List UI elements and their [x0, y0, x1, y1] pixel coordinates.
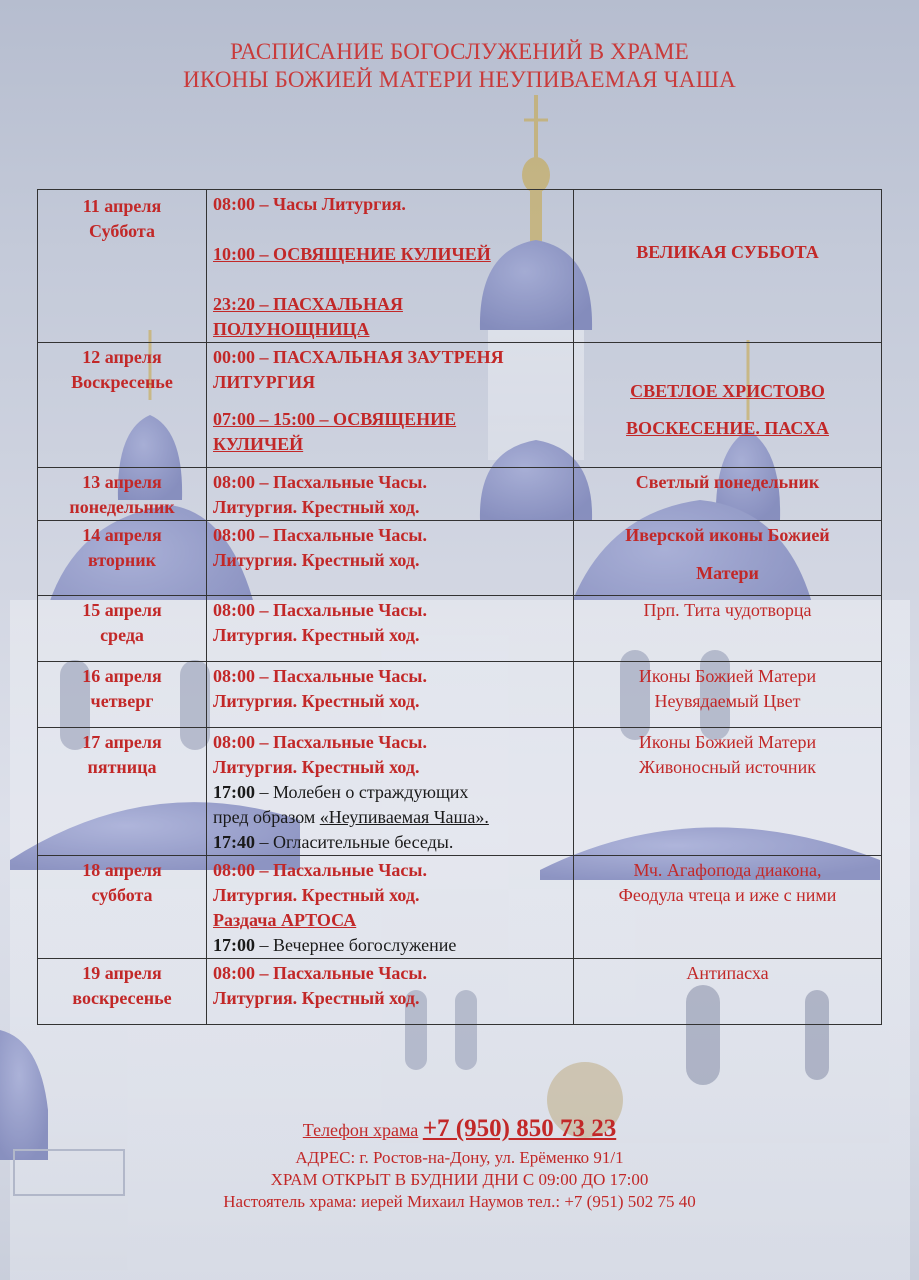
title-line-2: ИКОНЫ БОЖИЕЙ МАТЕРИ НЕУПИВАЕМАЯ ЧАША — [183, 67, 736, 92]
date-cell — [38, 728, 207, 856]
table-row — [38, 856, 882, 959]
feast-label: Светлый понедельник — [635, 472, 820, 492]
services-cell — [207, 959, 574, 1025]
services-cell — [207, 728, 574, 856]
service-line: ПОЛУНОЩНИЦА — [213, 319, 370, 339]
service-line: пред образом «Неупиваемая Чаша». — [213, 807, 489, 827]
service-line: 10:00 – ОСВЯЩЕНИЕ КУЛИЧЕЙ — [213, 244, 491, 264]
date-label: 15 апреля — [82, 600, 162, 620]
feast-cell — [574, 190, 882, 343]
feast-label: Мч. Агафопода диакона, — [633, 860, 822, 880]
service-line: Раздача АРТОСА — [213, 910, 357, 930]
weekday-label: среда — [100, 625, 144, 645]
service-line: 17:00 – Вечернее богослужение — [213, 935, 457, 955]
service-line: Литургия. Крестный ход. — [213, 988, 420, 1008]
address-line: АДРЕС: г. Ростов-на-Дону, ул. Ерёменко 91/1 — [295, 1148, 624, 1167]
rector-line: Настоятель храма: иерей Михаил Наумов тел.: +7 (951) 502 75 40 — [223, 1192, 696, 1211]
weekday-label: пятница — [87, 757, 157, 777]
feast-label: Иконы Божией Матери — [638, 732, 817, 752]
service-line: 23:20 – ПАСХАЛЬНАЯ — [213, 294, 403, 314]
service-line: Литургия. Крестный ход. — [213, 691, 420, 711]
services-cell — [207, 521, 574, 596]
date-cell — [38, 596, 207, 662]
feast-label: ВОСКЕСЕНИЕ. ПАСХА — [626, 418, 829, 438]
feast-label: СВЕТЛОЕ ХРИСТОВО — [630, 381, 825, 401]
icon-name-link: «Неупиваемая Чаша». — [319, 807, 489, 827]
services-cell — [207, 468, 574, 521]
feast-label: Иконы Божией Матери — [638, 666, 817, 686]
weekday-label: четверг — [90, 691, 154, 711]
feast-cell — [574, 468, 882, 521]
service-line: 08:00 – Пасхальные Часы. — [213, 600, 427, 620]
table-row — [38, 662, 882, 728]
services-cell — [207, 343, 574, 468]
services-cell — [207, 596, 574, 662]
table-row — [38, 596, 882, 662]
date-cell — [38, 959, 207, 1025]
weekday-label: суббота — [91, 885, 153, 905]
date-label: 12 апреля — [82, 347, 162, 367]
service-line: 08:00 – Часы Литургия. — [213, 194, 406, 214]
opening-hours-line: ХРАМ ОТКРЫТ В БУДНИИ ДНИ С 09:00 ДО 17:00 — [270, 1170, 649, 1189]
feast-label: ВЕЛИКАЯ СУББОТА — [636, 242, 819, 262]
service-line: Литургия. Крестный ход. — [213, 497, 420, 517]
services-cell — [207, 856, 574, 959]
weekday-label: воскресенье — [72, 988, 172, 1008]
feast-cell — [574, 959, 882, 1025]
table-row — [38, 190, 882, 343]
date-label: 17 апреля — [82, 732, 162, 752]
feast-label: Живоносный источник — [639, 757, 816, 777]
date-cell — [38, 662, 207, 728]
date-cell — [38, 856, 207, 959]
feast-label: Матери — [696, 563, 759, 583]
weekday-label: понедельник — [69, 497, 175, 517]
feast-label: Феодула чтеца и иже с ними — [618, 885, 837, 905]
services-cell — [207, 662, 574, 728]
feast-label: Прп. Тита чудотворца — [643, 600, 812, 620]
date-label: 14 апреля — [82, 525, 162, 545]
service-line: Литургия. Крестный ход. — [213, 885, 420, 905]
service-line: 08:00 – Пасхальные Часы. — [213, 860, 427, 880]
weekday-label: Воскресенье — [71, 372, 173, 392]
service-line: Литургия. Крестный ход. — [213, 550, 420, 570]
date-label: 13 апреля — [82, 472, 162, 492]
date-label: 18 апреля — [82, 860, 162, 880]
date-cell — [38, 190, 207, 343]
feast-label: Неувядаемый Цвет — [654, 691, 801, 711]
service-line: 00:00 – ПАСХАЛЬНАЯ ЗАУТРЕНЯ — [213, 347, 504, 367]
feast-cell — [574, 596, 882, 662]
service-line: 08:00 – Пасхальные Часы. — [213, 666, 427, 686]
service-line: Литургия. Крестный ход. — [213, 625, 420, 645]
table-row — [38, 468, 882, 521]
date-cell — [38, 468, 207, 521]
feast-cell — [574, 662, 882, 728]
service-line: 08:00 – Пасхальные Часы. — [213, 472, 427, 492]
feast-cell — [574, 856, 882, 959]
table-row — [38, 959, 882, 1025]
table-row — [38, 521, 882, 596]
feast-cell — [574, 343, 882, 468]
feast-cell — [574, 728, 882, 856]
page-title — [0, 38, 919, 94]
service-line: 17:00 – Молебен о страждующих — [213, 782, 469, 802]
phone-number[interactable]: +7 (950) 850 73 23 — [422, 1115, 617, 1142]
schedule-table — [37, 189, 882, 1025]
service-line: КУЛИЧЕЙ — [213, 434, 304, 454]
feast-cell — [574, 521, 882, 596]
title-line-1: РАСПИСАНИЕ БОГОСЛУЖЕНИЙ В ХРАМЕ — [230, 39, 689, 64]
date-cell — [38, 521, 207, 596]
service-line: Литургия. Крестный ход. — [213, 757, 420, 777]
service-line: 17:40 – Огласительные беседы. — [213, 832, 454, 852]
phone-line — [0, 1112, 919, 1147]
table-row — [38, 728, 882, 856]
feast-label: Иверской иконы Божией — [625, 525, 830, 545]
date-label: 16 апреля — [82, 666, 162, 686]
date-cell — [38, 343, 207, 468]
weekday-label: Суббота — [89, 221, 155, 241]
service-line: 08:00 – Пасхальные Часы. — [213, 525, 427, 545]
phone-label: Телефон храма — [302, 1120, 419, 1140]
table-row — [38, 343, 882, 468]
contact-footer — [0, 1112, 919, 1213]
feast-label: Антипасха — [686, 963, 769, 983]
service-line: 08:00 – Пасхальные Часы. — [213, 732, 427, 752]
services-cell — [207, 190, 574, 343]
weekday-label: вторник — [87, 550, 156, 570]
service-line: 08:00 – Пасхальные Часы. — [213, 963, 427, 983]
service-line: ЛИТУРГИЯ — [213, 372, 316, 392]
date-label: 11 апреля — [82, 196, 162, 216]
service-line: 07:00 – 15:00 – ОСВЯЩЕНИЕ — [213, 409, 457, 429]
date-label: 19 апреля — [82, 963, 162, 983]
